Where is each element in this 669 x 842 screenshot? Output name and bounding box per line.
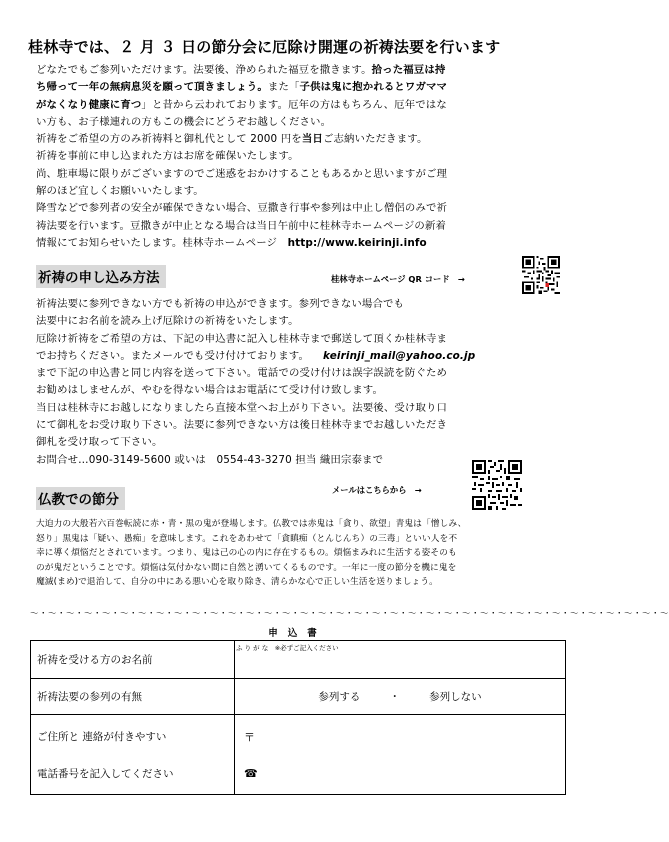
furigana-note: ふ り が な ※必ずご記入ください bbox=[236, 644, 339, 652]
intro-text: 降雪などで参列者の安全が確保できない場合、豆撒き行事や参列は中止し僧侶のみで祈 bbox=[36, 202, 448, 215]
address-phone-field[interactable] bbox=[235, 715, 566, 795]
intro-paragraph bbox=[36, 62, 560, 252]
form-title: 申込書 bbox=[268, 628, 327, 639]
intro-text: どなたでもご参列いただけます。法要後、浄められた福豆を撒きます。 bbox=[36, 64, 372, 76]
intro-bold: がなくなり健康に育つ bbox=[36, 98, 142, 111]
application-form bbox=[30, 640, 566, 795]
intro-text: ご志納いただきます。 bbox=[322, 133, 428, 146]
intro-text: 祈祷を事前に申し込まれた方はお席を確保いたします。 bbox=[36, 150, 299, 163]
mail-qr-code[interactable] bbox=[472, 460, 522, 510]
intro-text: 祈祷をご希望の方のみ祈祷料と御札代として 2000 円を bbox=[36, 133, 302, 146]
postal-mark: 〒 bbox=[244, 731, 255, 744]
intro-bold: 当日 bbox=[301, 133, 323, 146]
email-address-link[interactable]: keirinji_mail@yahoo.co.jp bbox=[323, 349, 476, 362]
address-label-cell bbox=[31, 715, 235, 795]
mail-qr-caption: メールはこちらから → bbox=[332, 485, 422, 495]
contact-phone-text: お問合せ…090-3149-5600 或いは 0554-43-3270 担当 織田宗泰まで bbox=[36, 453, 384, 466]
section-heading-application: 祈祷の申し込み方法 bbox=[36, 265, 166, 288]
application-text: にて御札をお受け取り下さい。法要に参列できない方は後日桂林寺までお越しいただき bbox=[36, 419, 448, 432]
application-text: 当日は桂林寺にお越しになりましたら直接本堂へお上がり下さい。法要後、受け取り口 bbox=[36, 401, 448, 414]
phone-icon: ☎ bbox=[244, 767, 258, 780]
application-text: でお持ちください。またメールでも受け付けております。 bbox=[36, 349, 310, 362]
application-paragraph bbox=[36, 296, 560, 469]
intro-text: 尚、駐車場に限りがございますのでご迷惑をおかけすることもあるかと思いますがご理 bbox=[36, 167, 448, 180]
page-title: 桂林寺では、２ 月 ３ 日の節分会に厄除け開運の祈祷法要を行います bbox=[28, 38, 501, 56]
homepage-qr-code[interactable] bbox=[522, 256, 560, 294]
intro-text: い方も、お子様連れの方もこの機会にどうぞお越しください。 bbox=[36, 115, 332, 128]
address-label: ご住所と 連絡が付きやすい bbox=[37, 730, 167, 743]
application-text: 祈祷法要に参列できない方でも祈祷の申込ができます。参列できない場合でも bbox=[36, 298, 405, 310]
attend-yes-option[interactable]: 参列する bbox=[318, 691, 361, 703]
intro-bold: 子供は鬼に抱かれるとワガママ bbox=[299, 81, 448, 94]
application-text: まで下記の申込書と同じ内容を送って下さい。電話での受け付けは誤字誤読を防ぐため bbox=[36, 367, 448, 380]
name-label: 祈祷を受ける方のお名前 bbox=[31, 641, 235, 679]
intro-bold: 拾った福豆は持 bbox=[371, 64, 446, 76]
setsubun-text: のが鬼だということです。煩悩は気付かない間に自然と湧いてくるものです。一年に一度の節分を機に鬼を bbox=[36, 562, 457, 573]
homepage-qr-caption: 桂林寺ホームページ QR コード → bbox=[331, 274, 465, 284]
application-text: お勧めはしませんが、やむを得ない場合はお電話にて受け付け致します。 bbox=[36, 384, 384, 397]
setsubun-text: 幸に導く煩悩だとされています。つまり、鬼は己の心の内に存在するもの。煩悩まみれに生活する姿そのも bbox=[36, 548, 457, 559]
attend-separator: ・ bbox=[389, 691, 400, 703]
setsubun-paragraph bbox=[36, 517, 566, 590]
attend-options bbox=[235, 679, 566, 715]
intro-text: 」と昔から云われております。厄年の方はもちろん、厄年ではな bbox=[141, 98, 447, 111]
cut-line-divider: ～・～・～・～・～・～・～・～・～・～・～・～・～・～・～・～・～・～・～・～・～・～・～・～・～・～・～・～・～・～・～・～・～・～・～・～ bbox=[30, 609, 669, 619]
attend-label: 祈祷法要の参列の有無 bbox=[31, 679, 235, 715]
attend-no-option[interactable]: 参列しない bbox=[429, 691, 482, 703]
homepage-link[interactable]: http://www.keirinji.info bbox=[287, 236, 427, 249]
intro-text: 祷法要を行います。豆撒きが中止となる場合は当日午前中に桂林寺ホームページの新着 bbox=[36, 219, 447, 232]
intro-text: また「 bbox=[267, 81, 300, 94]
setsubun-text: 大迫力の大般若六百巻転読に赤・青・黒の鬼が登場します。仏教では赤鬼は「貪り、欲望」青鬼は「憎しみ、 bbox=[36, 519, 467, 529]
intro-text: 情報にてお知らせいたします。桂林寺ホームページ bbox=[36, 236, 288, 249]
setsubun-text: 魔滅(まめ)で退治して、自分の中にある悪い心を取り除き、清らかな心で正しい生活を送りましょう。 bbox=[36, 577, 438, 588]
phone-label: 電話番号を記入してください bbox=[37, 767, 174, 780]
application-text: 厄除け祈祷をご希望の方は、下記の申込書に記入し桂林寺まで郵送して頂くか桂林寺ま bbox=[36, 332, 448, 345]
setsubun-text: 怒り」黒鬼は「疑い、愚痴」を意味します。これをあわせて「貪瞋痴（とんじんち）の三毒」といい人を不 bbox=[36, 533, 458, 544]
intro-bold: ち帰って一年の無病息災を願って頂きましょう。 bbox=[36, 81, 268, 94]
section-heading-setsubun: 仏教での節分 bbox=[36, 487, 125, 510]
application-text: 法要中にお名前を読み上げ厄除けの祈祷をいたします。 bbox=[36, 315, 299, 328]
application-text: 御札を受け取って下さい。 bbox=[36, 436, 163, 449]
intro-text: 解のほど宜しくお願いいたします。 bbox=[36, 185, 204, 198]
